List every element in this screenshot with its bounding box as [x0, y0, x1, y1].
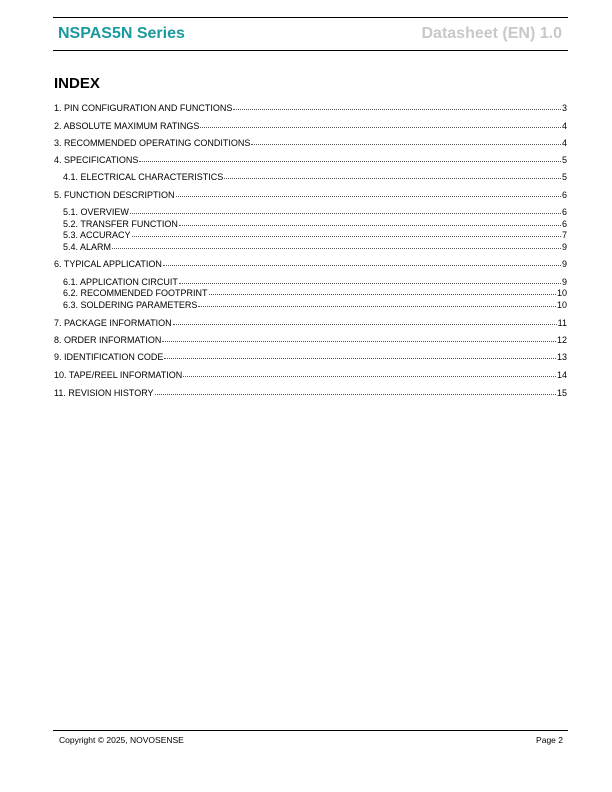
- header-top-rule: [53, 17, 568, 18]
- toc-entry-label: 5.2. TRANSFER FUNCTION: [63, 219, 178, 229]
- toc-subentry[interactable]: [63, 299, 567, 311]
- toc-entry-label: 3. RECOMMENDED OPERATING CONDITIONS: [54, 138, 251, 148]
- toc-subentry[interactable]: [63, 171, 567, 183]
- toc-entry[interactable]: [54, 351, 567, 363]
- toc-entry-label: 9. IDENTIFICATION CODE: [54, 352, 164, 362]
- toc-leader: [251, 136, 561, 145]
- toc-entry[interactable]: [54, 334, 567, 346]
- toc-entry-page: 7: [561, 230, 567, 240]
- toc-subentry[interactable]: [63, 241, 567, 253]
- toc-entry[interactable]: [54, 154, 567, 166]
- footer-copyright: Copyright © 2025, NOVOSENSE: [59, 735, 184, 745]
- toc-entry-page: 14: [556, 370, 567, 380]
- toc-leader: [139, 153, 561, 162]
- toc-leader: [183, 368, 556, 377]
- datasheet-version-label: Datasheet (EN) 1.0: [421, 25, 562, 42]
- toc-entry-label: 7. PACKAGE INFORMATION: [54, 318, 172, 328]
- toc-entry-label: 8. ORDER INFORMATION: [54, 335, 162, 345]
- toc-leader: [200, 119, 561, 128]
- toc-entry[interactable]: [54, 369, 567, 381]
- toc-entry-page: 3: [561, 103, 567, 113]
- toc-entry-label: 6. TYPICAL APPLICATION: [54, 259, 162, 269]
- toc-leader: [130, 205, 561, 214]
- toc-leader: [176, 188, 561, 197]
- toc-entry-page: 4: [561, 138, 567, 148]
- toc-entry-page: 4: [561, 121, 567, 131]
- toc-entry-label: 5. FUNCTION DESCRIPTION: [54, 190, 175, 200]
- toc-entry-page: 6: [561, 207, 567, 217]
- toc-leader: [112, 240, 561, 249]
- footer-page-number: Page 2: [536, 735, 563, 745]
- toc-entry-page: 10: [556, 288, 567, 298]
- footer-rule: [53, 730, 568, 731]
- toc-leader: [164, 350, 556, 359]
- toc-entry-page: 15: [556, 388, 567, 398]
- toc-entry-label: 4. SPECIFICATIONS: [54, 155, 139, 165]
- toc-entry-label: 6.2. RECOMMENDED FOOTPRINT: [63, 288, 208, 298]
- toc-entry[interactable]: [54, 258, 567, 270]
- toc-leader: [132, 228, 561, 237]
- toc-entry-page: 9: [561, 277, 567, 287]
- toc-entry[interactable]: [54, 387, 567, 399]
- toc-entry-page: 5: [561, 172, 567, 182]
- toc-entry-page: 12: [556, 335, 567, 345]
- toc-leader: [163, 257, 561, 266]
- toc-leader: [179, 275, 561, 284]
- toc-entry-label: 6.3. SOLDERING PARAMETERS: [63, 300, 198, 310]
- toc-leader: [179, 217, 561, 226]
- toc-entry[interactable]: [54, 317, 567, 329]
- toc-entry-page: 11: [557, 318, 567, 328]
- toc-entry[interactable]: [54, 137, 567, 149]
- toc-entry-page: 9: [561, 242, 567, 252]
- toc-entry-page: 9: [561, 259, 567, 269]
- toc-entry[interactable]: [54, 120, 567, 132]
- toc-entry[interactable]: [54, 189, 567, 201]
- document-title: NSPAS5N Series: [58, 25, 185, 42]
- toc-entry-label: 1. PIN CONFIGURATION AND FUNCTIONS: [54, 103, 233, 113]
- toc-leader: [209, 286, 556, 295]
- toc-entry-label: 2. ABSOLUTE MAXIMUM RATINGS: [54, 121, 200, 131]
- toc-leader: [224, 170, 561, 179]
- toc-entry-label: 5.1. OVERVIEW: [63, 207, 129, 217]
- toc-entry-page: 10: [556, 300, 567, 310]
- toc-entry-page: 6: [561, 190, 567, 200]
- toc-entry-label: 5.4. ALARM: [63, 242, 112, 252]
- toc-leader: [233, 101, 561, 110]
- toc-leader: [173, 316, 557, 325]
- toc-leader: [155, 386, 556, 395]
- header-bottom-rule: [53, 50, 568, 51]
- toc-entry-page: 6: [561, 219, 567, 229]
- toc-entry-label: 6.1. APPLICATION CIRCUIT: [63, 277, 178, 287]
- toc-entry-page: 5: [561, 155, 567, 165]
- toc-entry-label: 11. REVISION HISTORY: [54, 388, 154, 398]
- toc-leader: [162, 333, 556, 342]
- toc-entry-label: 10. TAPE/REEL INFORMATION: [54, 370, 183, 380]
- toc-entry-label: 4.1. ELECTRICAL CHARACTERISTICS: [63, 172, 224, 182]
- toc-entry-page: 13: [556, 352, 567, 362]
- toc-entry-label: 5.3. ACCURACY: [63, 230, 131, 240]
- toc-entry[interactable]: [54, 102, 567, 114]
- toc-leader: [198, 298, 556, 307]
- index-heading: INDEX: [54, 75, 100, 92]
